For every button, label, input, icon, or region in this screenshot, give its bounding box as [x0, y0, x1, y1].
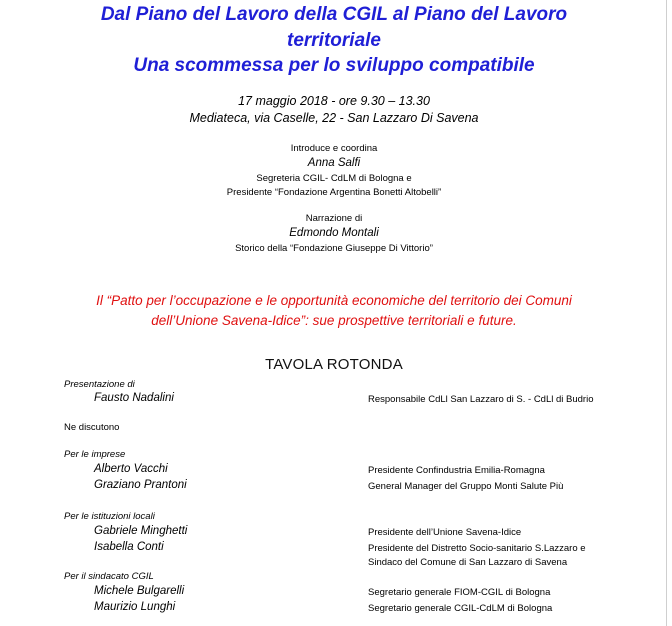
participant-name: Gabriele Minghetti — [94, 525, 188, 537]
participant-name: Michele Bulgarelli — [94, 585, 185, 597]
presentation-label: Presentazione di — [64, 379, 135, 390]
theme-line-1: Il “Patto per l’occupazione e le opportunità economiche del territorio dei Comuni — [96, 293, 572, 308]
group-label-imprese: Per le imprese — [64, 449, 126, 460]
title-line-1: Dal Piano del Lavoro della CGIL al Piano del Lavoro — [100, 4, 568, 25]
intro-name: Anna Salfi — [307, 157, 361, 169]
narration-label: Narrazione di — [305, 213, 363, 224]
title-line-2: territoriale — [287, 30, 381, 51]
participant-name: Isabella Conti — [94, 541, 164, 553]
intro-role-2: Presidente “Fondazione Argentina Bonetti Altobelli” — [226, 187, 442, 198]
participant-role: Presidente dell’Unione Savena-Idice — [368, 527, 522, 538]
presenter-name: Fausto Nadalini — [94, 392, 174, 404]
participant-role: Presidente del Distretto Socio-sanitario S.Lazzaro e — [368, 543, 586, 554]
narration-name: Edmondo Montali — [289, 227, 379, 239]
participant-name: Alberto Vacchi — [94, 463, 168, 475]
intro-label: Introduce e coordina — [290, 143, 378, 154]
narration-role: Storico della “Fondazione Giuseppe Di Vittorio” — [235, 243, 433, 254]
participant-role: Presidente Confindustria Emilia-Romagna — [368, 465, 545, 476]
participant-role: General Manager del Gruppo Monti Salute Più — [368, 481, 564, 492]
group-label-sindacato: Per il sindacato CGIL — [64, 571, 154, 582]
discuss-label: Ne discutono — [64, 422, 120, 433]
subtitle: Una scommessa per lo sviluppo compatibile — [133, 55, 535, 76]
event-datetime: 17 maggio 2018 - ore 9.30 – 13.30 — [238, 94, 430, 108]
participant-role: Segretario generale FIOM-CGIL di Bologna — [368, 587, 551, 598]
participant-role-continued: Sindaco del Comune di San Lazzaro di Savena — [368, 557, 568, 568]
theme-line-2: dell’Unione Savena-Idice”: sue prospettive territoriali e future. — [151, 313, 517, 328]
participant-name: Maurizio Lunghi — [94, 601, 176, 613]
group-label-istituzioni: Per le istituzioni locali — [64, 511, 155, 522]
round-table-heading: TAVOLA ROTONDA — [265, 356, 403, 373]
presenter-role: Responsabile CdLl San Lazzaro di S. - CdLl di Budrio — [368, 394, 594, 405]
participant-name: Graziano Prantoni — [94, 479, 187, 491]
intro-role-1: Segreteria CGIL- CdLM di Bologna e — [256, 173, 412, 184]
participant-role: Segretario generale CGIL-CdLM di Bologna — [368, 603, 553, 614]
event-venue: Mediateca, via Caselle, 22 - San Lazzaro Di Savena — [189, 111, 479, 125]
